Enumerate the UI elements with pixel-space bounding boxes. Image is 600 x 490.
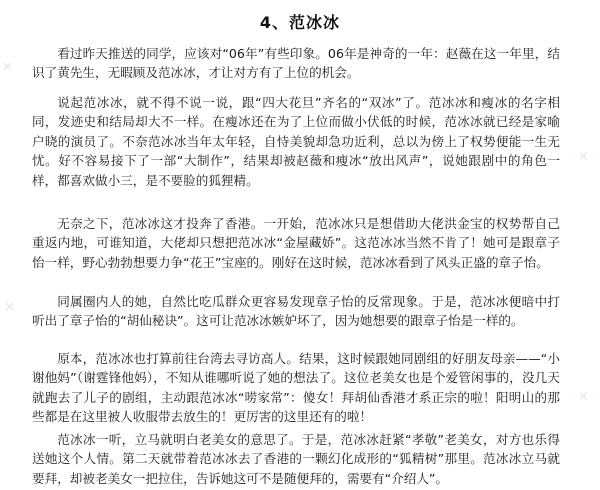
watermark-mark: ✕ <box>578 150 589 165</box>
watermark-mark: ✕ <box>578 390 589 405</box>
paragraph-2: 说起范冰冰，就不得不说一说，跟“四大花旦”齐名的“双冰”了。范冰冰和瘦冰的名字相同，发迹史和结局却大不一样。在瘦冰还在为了上位而做小伏低的时候，范冰冰就已经是家喻户晓的演员了。不奈范冰冰当年太年轻，自恃美貌却急功近利，总以为傍上了权势便能一生无忧。好不容易接下了一部“大制作”，结果却被赵薇和瘦冰“放出风声”，说她跟剧中的角色一样，都喜欢做小三，是不要脸的狐狸精。 <box>32 95 560 188</box>
paragraph-6: 范冰冰一听，立马就明白老美女的意思了。于是，范冰冰赶紧“孝敬”老美女，对方也乐得送她这个人情。第二天就带着范冰冰去了香港的一颗幻化成形的“狐精树”那里。范冰冰立马就要拜，却被老美女一把拉住，告诉她这可不是随便拜的，需要有“介绍人”。 <box>32 432 560 486</box>
watermark-mark: ✕ <box>4 300 15 315</box>
watermark-mark: ✕ <box>2 60 13 75</box>
paragraph-3: 无奈之下，范冰冰这才投奔了香港。一开始，范冰冰只是想借助大佬洪金宝的权势帮自己重返内地，可谁知道，大佬却只想把范冰冰“金屋藏娇”。这范冰冰当然不肯了！她可是跟章子怡一样，野心勃勃想要力争“花王”宝座的。刚好在这时候，范冰冰看到了风头正盛的章子怡。 <box>32 216 560 270</box>
page-title: 4、范冰冰 <box>259 13 341 32</box>
paragraph-1: 看过昨天推送的同学，应该对“06年”有些印象。06年是神奇的一年：赵薇在这一年里，结识了黄先生，无暇顾及范冰冰，才让对方有了上位的机会。 <box>32 46 560 81</box>
paragraph-5: 原本，范冰冰也打算前往台湾去寻访高人。结果，这时候跟她同剧组的好朋友母亲——“小谢他妈”（谢霆锋他妈），不知从谁哪听说了她的想法了。这位老美女也是个爱管闲事的，没几天就跑去了儿子的剧组，主动跟范冰冰“唠家常”：傻女！拜胡仙香港才系正宗的啦！阳明山的那些都是在这里被人收服带去放生的！更厉害的这里还有的啦！ <box>32 351 560 425</box>
paragraph-4: 同属圈内人的她，自然比吃瓜群众更容易发现章子怡的反常现象。于是，范冰冰便暗中打听出了章子怡的“胡仙秘诀”。这可让范冰冰嫉妒坏了，因为她想要的跟章子怡是一样的。 <box>32 294 560 329</box>
